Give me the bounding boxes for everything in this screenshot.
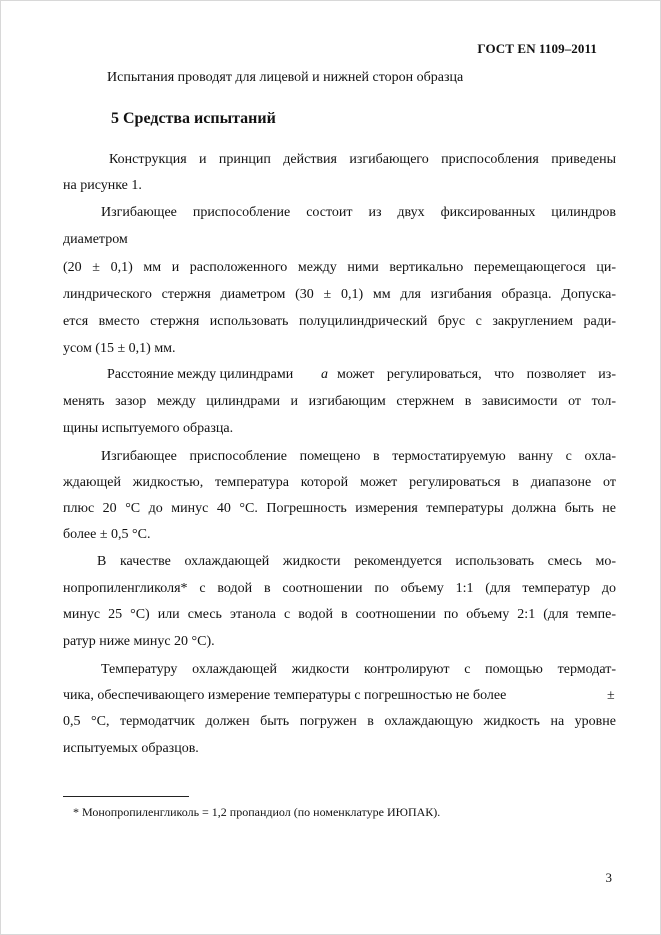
p4-line-4: более ± 0,5 °С. [63, 527, 151, 542]
intro-line: Испытания проводят для лицевой и нижней сторон образца [107, 70, 464, 85]
p6-line-2: чика, обеспечивающего измерение температуры с погрешностью не более [63, 688, 507, 703]
p3-line-2: менять зазор между цилиндрами и изгибающим стержнем в зависимости от тол- [63, 394, 616, 409]
standard-code: ГОСТ EN 1109–2011 [477, 41, 597, 56]
footnote-text: * Монопропиленгликоль = 1,2 пропандиол (по номенклатуре ИЮПАК). [73, 805, 441, 819]
p3-variable-a: a [321, 367, 328, 382]
p2-line-5: ется вместо стержня использовать полуцилиндрический брус с закруглением ради- [63, 314, 616, 329]
p5-line-4: ратур ниже минус 20 °С). [63, 634, 215, 649]
p5-line-1: В качестве охлаждающей жидкости рекомендуется использовать смесь мо- [97, 554, 616, 569]
p4-line-1: Изгибающее приспособление помещено в термостатируемую ванну с охла- [101, 449, 616, 464]
section-title: 5 Средства испытаний [111, 110, 276, 127]
p2-line-2: диаметром [63, 232, 128, 247]
p5-line-3: минус 25 °С) или смесь этанола с водой в соотношении по объему 2:1 (для темпе- [63, 607, 616, 622]
p1-line-2: на рисунке 1. [63, 178, 142, 193]
p6-plus-minus: ± [607, 688, 615, 703]
p6-line-4: испытуемых образцов. [63, 741, 199, 756]
p2-line-4: линдрического стержня диаметром (30 ± 0,1) мм для изгибания образца. Допуска- [63, 287, 616, 302]
p2-line-3: (20 ± 0,1) мм и расположенного между ними вертикально перемещающегося ци- [63, 260, 616, 275]
footnote-separator [63, 796, 189, 797]
p3-line-3: щины испытуемого образца. [63, 421, 234, 436]
p5-line-2: нопропиленгликоля* с водой в соотношении по объему 1:1 (для температур до [63, 581, 616, 596]
p1-line-1: Конструкция и принцип действия изгибающего приспособления приведены [109, 152, 616, 167]
p3-line-1-start: Расстояние между цилиндрами [107, 367, 294, 382]
p2-line-6: усом (15 ± 0,1) мм. [63, 341, 176, 356]
p2-line-1: Изгибающее приспособление состоит из двух фиксированных цилиндров [101, 205, 616, 220]
p6-line-1: Температуру охлаждающей жидкости контролируют с помощью термодат- [101, 662, 616, 677]
p4-line-3: плюс 20 °С до минус 40 °С. Погрешность измерения температуры должна быть не [63, 501, 616, 516]
p4-line-2: ждающей жидкостью, температура которой может регулироваться в диапазоне от [63, 475, 616, 490]
p3-line-1-end: может регулироваться, что позволяет из- [337, 367, 616, 382]
p6-line-3: 0,5 °С, термодатчик должен быть погружен в охлаждающую жидкость на уровне [63, 714, 616, 729]
page-number: 3 [605, 870, 612, 885]
